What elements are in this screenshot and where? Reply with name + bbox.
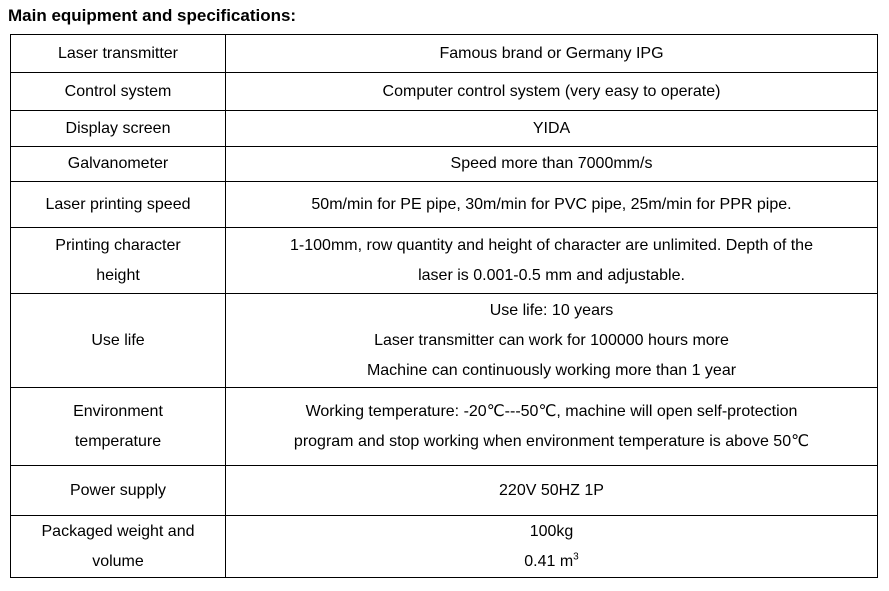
spec-label-cell xyxy=(11,147,226,182)
page-title: Main equipment and specifications: xyxy=(8,6,297,25)
spec-label: Control system xyxy=(64,82,172,100)
spec-value: Laser transmitter can work for 100000 hours more xyxy=(374,331,729,349)
table-row xyxy=(11,294,878,388)
spec-value-cell xyxy=(226,35,878,73)
spec-value: Speed more than 7000mm/s xyxy=(450,155,653,172)
spec-value-volume xyxy=(230,547,873,577)
spec-label: Laser transmitter xyxy=(57,44,179,62)
spec-value: Machine can continuously working more than 1 year xyxy=(366,361,737,379)
table-row xyxy=(11,147,878,182)
table-row xyxy=(11,388,878,466)
spec-label-cell xyxy=(11,388,226,466)
spec-label-cell xyxy=(11,182,226,228)
spec-value: YIDA xyxy=(532,119,571,137)
spec-value-cell xyxy=(226,147,878,182)
table-row xyxy=(11,35,878,73)
spec-value: 50m/min for PE pipe, 30m/min for PVC pipe, 25m/min for PPR pipe. xyxy=(311,195,792,213)
spec-label-cell xyxy=(11,111,226,147)
specifications-table xyxy=(10,34,878,578)
table-row xyxy=(11,182,878,228)
spec-label: Use life xyxy=(91,331,145,349)
spec-label-cell xyxy=(11,294,226,388)
spec-value: 1-100mm, row quantity and height of character are unlimited. Depth of the xyxy=(290,236,813,254)
table-row xyxy=(11,516,878,578)
table-row xyxy=(11,466,878,516)
spec-value-cell xyxy=(226,228,878,294)
spec-label: volume xyxy=(92,552,144,570)
spec-value: 100kg xyxy=(529,522,574,540)
spec-label: Display screen xyxy=(65,119,171,137)
spec-value: Computer control system (very easy to operate) xyxy=(382,82,721,100)
spec-value: Working temperature: -20℃---50℃, machine will open self-protection xyxy=(305,402,798,420)
spec-value: program and stop working when environment temperature is above 50℃ xyxy=(293,432,810,450)
spec-value-cell xyxy=(226,111,878,147)
spec-value-cell xyxy=(226,294,878,388)
table-row xyxy=(11,73,878,111)
spec-label: Laser printing speed xyxy=(45,195,191,213)
table-row xyxy=(11,228,878,294)
spec-value-cell xyxy=(226,466,878,516)
volume-unit-exponent: 3 xyxy=(573,551,579,563)
spec-label-cell xyxy=(11,228,226,294)
spec-label-cell xyxy=(11,35,226,73)
spec-value: Use life: 10 years xyxy=(489,301,614,319)
spec-label: Power supply xyxy=(69,481,167,499)
spec-label: height xyxy=(96,266,140,284)
spec-label-cell xyxy=(11,466,226,516)
spec-label: temperature xyxy=(74,432,162,450)
spec-value-cell xyxy=(226,388,878,466)
spec-label-cell xyxy=(11,73,226,111)
volume-value: 0.41 m xyxy=(524,552,574,570)
spec-label: Printing character xyxy=(55,236,181,254)
spec-value-cell xyxy=(226,516,878,578)
spec-value: laser is 0.001-0.5 mm and adjustable. xyxy=(418,266,685,284)
spec-value: 220V 50HZ 1P xyxy=(499,481,604,499)
spec-label: Environment xyxy=(73,402,163,420)
table-row xyxy=(11,111,878,147)
spec-value: Famous brand or Germany IPG xyxy=(439,44,664,62)
spec-value-cell xyxy=(226,73,878,111)
spec-label: Packaged weight and xyxy=(41,522,195,540)
spec-label: Galvanometer xyxy=(67,155,169,172)
spec-label-cell xyxy=(11,516,226,578)
spec-value-cell xyxy=(226,182,878,228)
